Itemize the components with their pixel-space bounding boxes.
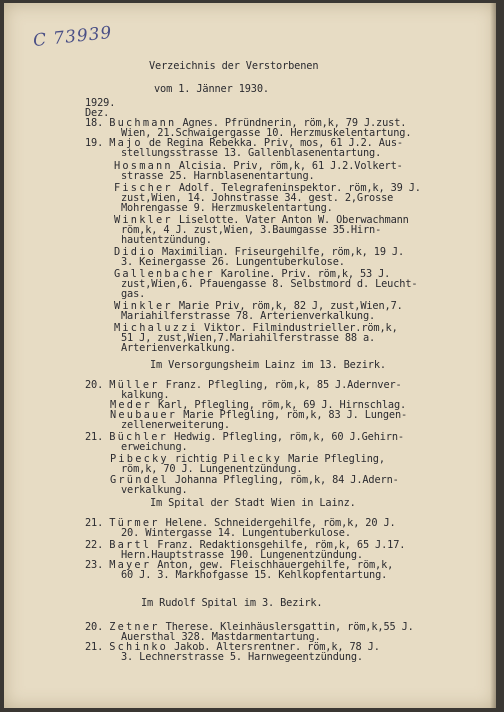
entry-pibecky: Pibecky richtig Pilecky Marie Pflegling, bbox=[110, 453, 385, 465]
entry-gruendel: Gründel Johanna Pflegling, röm,k, 84 J.Adern- bbox=[110, 474, 399, 486]
entry-mayer: 23. Mayer Anton, gew. Fleischhauergehilfe, röm,k, bbox=[85, 559, 394, 571]
entry-winkler-liselotte-cont2: hautentzündung. bbox=[121, 234, 212, 246]
entry-tuermer-cont: 20. Wintergasse 14. Lungentuberkulose. bbox=[121, 527, 351, 539]
entry-didio: Didio Maximilian. Friseurgehilfe, röm,k, 19 J. bbox=[114, 246, 405, 258]
entry-winkler-marie: Winkler Marie Priv, röm,k, 82 J, zust,Wien,7. bbox=[114, 300, 403, 312]
month-label: Dez. bbox=[85, 107, 110, 119]
entry-winkler-marie-cont: Mariahilferstrasse 78. Arterienverkalkung. bbox=[121, 310, 376, 322]
entry-schinko-cont: 3. Lechnerstrasse 5. Harnwegeentzündung. bbox=[121, 651, 363, 663]
entry-fischer: Fischer Adolf. Telegrafeninspektor. röm,k, 39 J. bbox=[114, 182, 421, 194]
entry-hosmann-cont: strasse 25. Harnblasenentartung. bbox=[121, 170, 315, 182]
entry-mayer-cont: 60 J. 3. Markhofgasse 15. Kehlkopfentartung. bbox=[121, 569, 388, 581]
entry-michaluzzi-cont: 51 J, zust,Wien,7.Mariahilferstrasse 88 a. bbox=[121, 332, 376, 344]
entry-gruendel-cont: verkalkung. bbox=[121, 484, 188, 496]
entry-fischer-cont2: Mohrengasse 9. Herzmuskelentartung. bbox=[121, 202, 333, 214]
entry-majo-cont: stellungsstrasse 13. Gallenblasenentartung. bbox=[121, 147, 382, 159]
section-heading-rudolf-spital: Im Rudolf Spital im 3. Bezirk. bbox=[141, 597, 323, 609]
entry-tuermer: 21. Türmer Helene. Schneidergehilfe, röm,k, 20 J. bbox=[85, 517, 396, 529]
entry-zetner-cont: Auersthal 328. Mastdarmentartung. bbox=[121, 631, 321, 643]
entry-fischer-cont: zust,Wien, 14. Johnstrasse 34. gest. 2,Grosse bbox=[121, 192, 394, 204]
handwritten-reference-number: C 73939 bbox=[32, 22, 114, 52]
entry-majo: 19. Majo de Regina Rebekka. Priv, mos, 61 J.2. Aus- bbox=[85, 137, 403, 149]
entry-bartl: 22. Bartl Franz. Redaktionsgehilfe, röm,k, 65 J.17. bbox=[85, 539, 406, 551]
entry-mueller: 20. Müller Franz. Pflegling, röm,k, 85 J.Adernver- bbox=[85, 379, 402, 391]
entry-bartl-cont: Hern.Hauptstrasse 190. Lungenentzündung. bbox=[121, 549, 363, 561]
entry-schinko: 21. Schinko Jakob. Altersrentner. röm,k, 78 J. bbox=[85, 641, 380, 653]
entry-buechler-cont: erweichung. bbox=[121, 441, 188, 453]
entry-zetner: 20. Zetner Therese. Kleinhäuslersgattin, röm,k,55 J. bbox=[85, 621, 414, 633]
section-heading-spital-lainz: Im Spital der Stadt Wien in Lainz. bbox=[150, 497, 356, 509]
section-heading-lainz: Im Versorgungsheim Lainz im 13. Bezirk. bbox=[150, 359, 386, 371]
entry-buechler: 21. Büchler Hedwig. Pflegling, röm,k, 60 J.Gehirn- bbox=[85, 431, 404, 443]
entry-michaluzzi: Michaluzzi Viktor. Filmindustrieller.röm,k, bbox=[114, 322, 398, 334]
entry-michaluzzi-cont2: Arterienverkalkung. bbox=[121, 342, 236, 354]
page-edge-shadow bbox=[490, 3, 496, 708]
entry-winkler-liselotte-cont: röm,k, 4 J. zust,Wien, 3.Baumgasse 35.Hirn- bbox=[121, 224, 382, 236]
entry-gallenbacher: Gallenbacher Karoline. Priv. röm,k, 53 J. bbox=[114, 268, 391, 280]
entry-hosmann: Hosmann Alcisia. Priv, röm,k, 61 J.2.Volkert- bbox=[114, 160, 403, 172]
entry-buchmann: 18. Buchmann Agnes. Pfründnerin, röm,k, 79 J.zust. bbox=[85, 117, 407, 129]
entry-neubauer-cont: zellenerweiterung. bbox=[121, 419, 230, 431]
entry-neubauer: Neubauer Marie Pflegling, röm,k, 83 J. Lungen- bbox=[110, 409, 408, 421]
entry-gallenbacher-cont: zust,Wien,6. Pfauengasse 8. Selbstmord d. Leucht- bbox=[121, 278, 418, 290]
year-label: 1929. bbox=[85, 97, 116, 109]
entry-winkler-liselotte: Winkler Liselotte. Vater Anton W. Oberwachmann bbox=[114, 214, 409, 226]
entry-gallenbacher-cont2: gas. bbox=[121, 288, 146, 300]
entry-buchmann-cont: Wien, 21.Schwaigergasse 10. Herzmuskelentartung. bbox=[121, 127, 412, 139]
entry-mueller-cont: kalkung. bbox=[121, 389, 170, 401]
entry-didio-cont: 3. Keinergasse 26. Lungentuberkulose. bbox=[121, 256, 345, 268]
document-title: Verzeichnis der Verstorbenen bbox=[149, 60, 319, 72]
entry-pibecky-cont: röm,k, 70 J. Lungenentzündung. bbox=[121, 463, 303, 475]
entry-meder: Meder Karl, Pflegling, röm,k, 69 J. Hirnschlag. bbox=[110, 399, 407, 411]
document-page bbox=[4, 3, 496, 708]
document-date: vom 1. Jänner 1930. bbox=[154, 83, 269, 95]
